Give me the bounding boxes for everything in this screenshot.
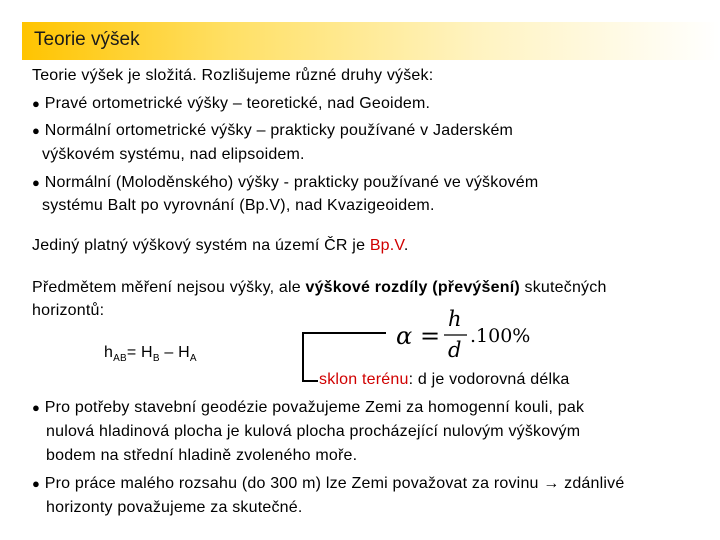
bullet-item: [32, 474, 624, 494]
formula-sub-a: A: [189, 353, 197, 365]
height-difference-formula: [104, 343, 197, 369]
bullet-item: [32, 398, 584, 418]
formula-tail: .100%: [470, 325, 531, 347]
formula-sub-b: B: [152, 353, 160, 365]
measure-text: [32, 278, 607, 298]
bullet-text-continuation: výškovém systému, nad elipsoidem.: [42, 146, 305, 163]
bullet-text-continuation: systému Balt po vyrovnání (Bp.V), nad Kvazigeoidem.: [42, 197, 435, 214]
formula-equals: =: [420, 322, 441, 350]
slope-label: [319, 370, 570, 390]
bullet-text-continuation: horizonty považujeme za skutečné.: [46, 499, 303, 516]
bullet-text: Pro potřeby stavební geodézie považujeme Zemi za homogenní kouli, pak: [44, 399, 585, 416]
system-highlight: Bp.V: [369, 237, 404, 254]
bullet-text: Pravé ortometrické výšky – teoretické, nad Geoidem.: [44, 95, 431, 112]
bullet-item: [32, 121, 513, 141]
bullet-item: [32, 94, 430, 114]
intro-text: Teorie výšek je složitá. Rozlišujeme různé druhy výšek:: [32, 67, 434, 84]
bullet-icon: ●: [32, 123, 41, 138]
measure-text-continuation: horizontů:: [32, 302, 105, 319]
sole-system-before: Jediný platný výškový systém na území ČR je: [32, 237, 370, 254]
formula-h: h: [104, 344, 114, 361]
formula-numerator: h: [448, 307, 462, 331]
bullet-text: Normální ortometrické výšky – prakticky používané v Jaderském: [44, 122, 514, 139]
bullet-item: [32, 173, 538, 193]
measure-bold: výškové rozdíly (převýšení): [305, 279, 520, 296]
bullet-icon: ●: [32, 175, 41, 190]
bullet-text-continuation: nulová hladinová plocha je kulová plocha procházející nulovým výškovým: [46, 423, 581, 440]
measure-before: Předmětem měření nejsou výšky, ale: [32, 279, 306, 296]
page-title: Teorie výšek: [34, 29, 140, 50]
bullet-icon: ●: [32, 400, 41, 415]
slope-formula: [390, 306, 560, 364]
sole-system-after: .: [403, 237, 409, 254]
bullet-text-continuation: bodem na střední hladině zvoleného moře.: [46, 447, 358, 464]
bullet-icon: ●: [32, 96, 41, 111]
slope-label-red: sklon terénu: [319, 371, 409, 388]
formula-sub-ab: AB: [113, 353, 127, 365]
bullet-text: Normální (Moloděnského) výšky - prakticky používané ve výškovém: [44, 174, 539, 191]
formula-eq: = H: [126, 344, 153, 361]
slope-label-rest: : d je vodorovná délka: [408, 371, 570, 388]
measure-after: skutečných: [519, 279, 607, 296]
bullet-icon: ●: [32, 476, 41, 491]
title-bar: [22, 22, 720, 60]
sole-system-text: [32, 236, 409, 256]
formula-minus: – H: [159, 344, 190, 361]
bullet-text: Pro práce malého rozsahu (do 300 m) lze Zemi považovat za rovinu → zdánlivé: [44, 475, 625, 492]
formula-alpha: α: [396, 322, 413, 350]
formula-denominator: d: [448, 338, 462, 362]
